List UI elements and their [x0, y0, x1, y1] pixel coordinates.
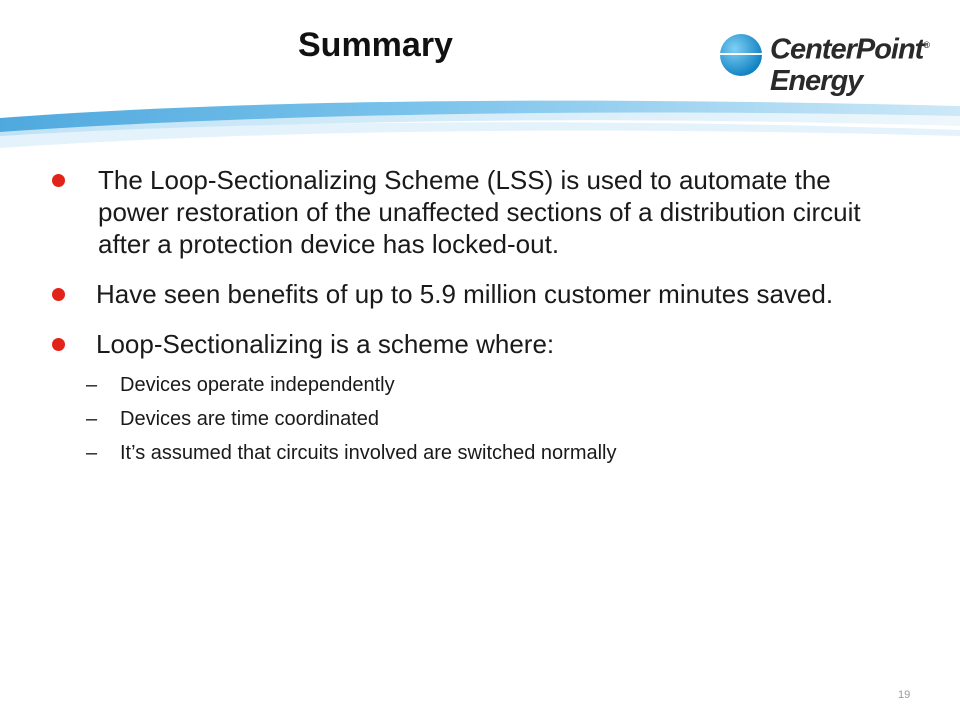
logo-reg-mark: ® [923, 40, 929, 50]
sub-bullet-text: Devices are time coordinated [120, 408, 380, 430]
logo-line1: CenterPoint [770, 33, 924, 66]
dash-marker: – [86, 374, 98, 396]
bullet-item [50, 328, 900, 360]
bullet-text: The Loop-Sectionalizing Scheme (LSS) is used to automate the power restoration of the unaffected sections of a distribution circuit after a protection device has locked-out. [98, 165, 861, 259]
bullet-text: Have seen benefits of up to 5.9 million customer minutes saved. [96, 279, 834, 309]
bullet-dot-icon [52, 338, 65, 351]
sub-bullet-item [50, 372, 900, 398]
bullet-text: Loop-Sectionalizing is a scheme where: [96, 329, 555, 359]
slide-body [50, 164, 900, 480]
bullet-item [50, 164, 900, 260]
slide-title: Summary [298, 26, 453, 64]
sub-bullet-item [50, 406, 900, 432]
dash-marker: – [86, 442, 98, 464]
centerpoint-logo [718, 26, 938, 106]
dash-marker: – [86, 408, 98, 430]
sub-bullet-list [50, 372, 900, 466]
bullet-item [50, 278, 900, 310]
page-number: 19 [898, 689, 911, 701]
sub-bullet-item [50, 440, 900, 466]
logo-line2: Energy [770, 64, 863, 97]
bullet-dot-icon [52, 174, 65, 187]
globe-icon [718, 32, 764, 78]
bullet-dot-icon [52, 288, 65, 301]
header-swoosh [0, 96, 960, 166]
sub-bullet-text: Devices operate independently [120, 374, 395, 396]
sub-bullet-text: It’s assumed that circuits involved are switched normally [120, 442, 617, 464]
